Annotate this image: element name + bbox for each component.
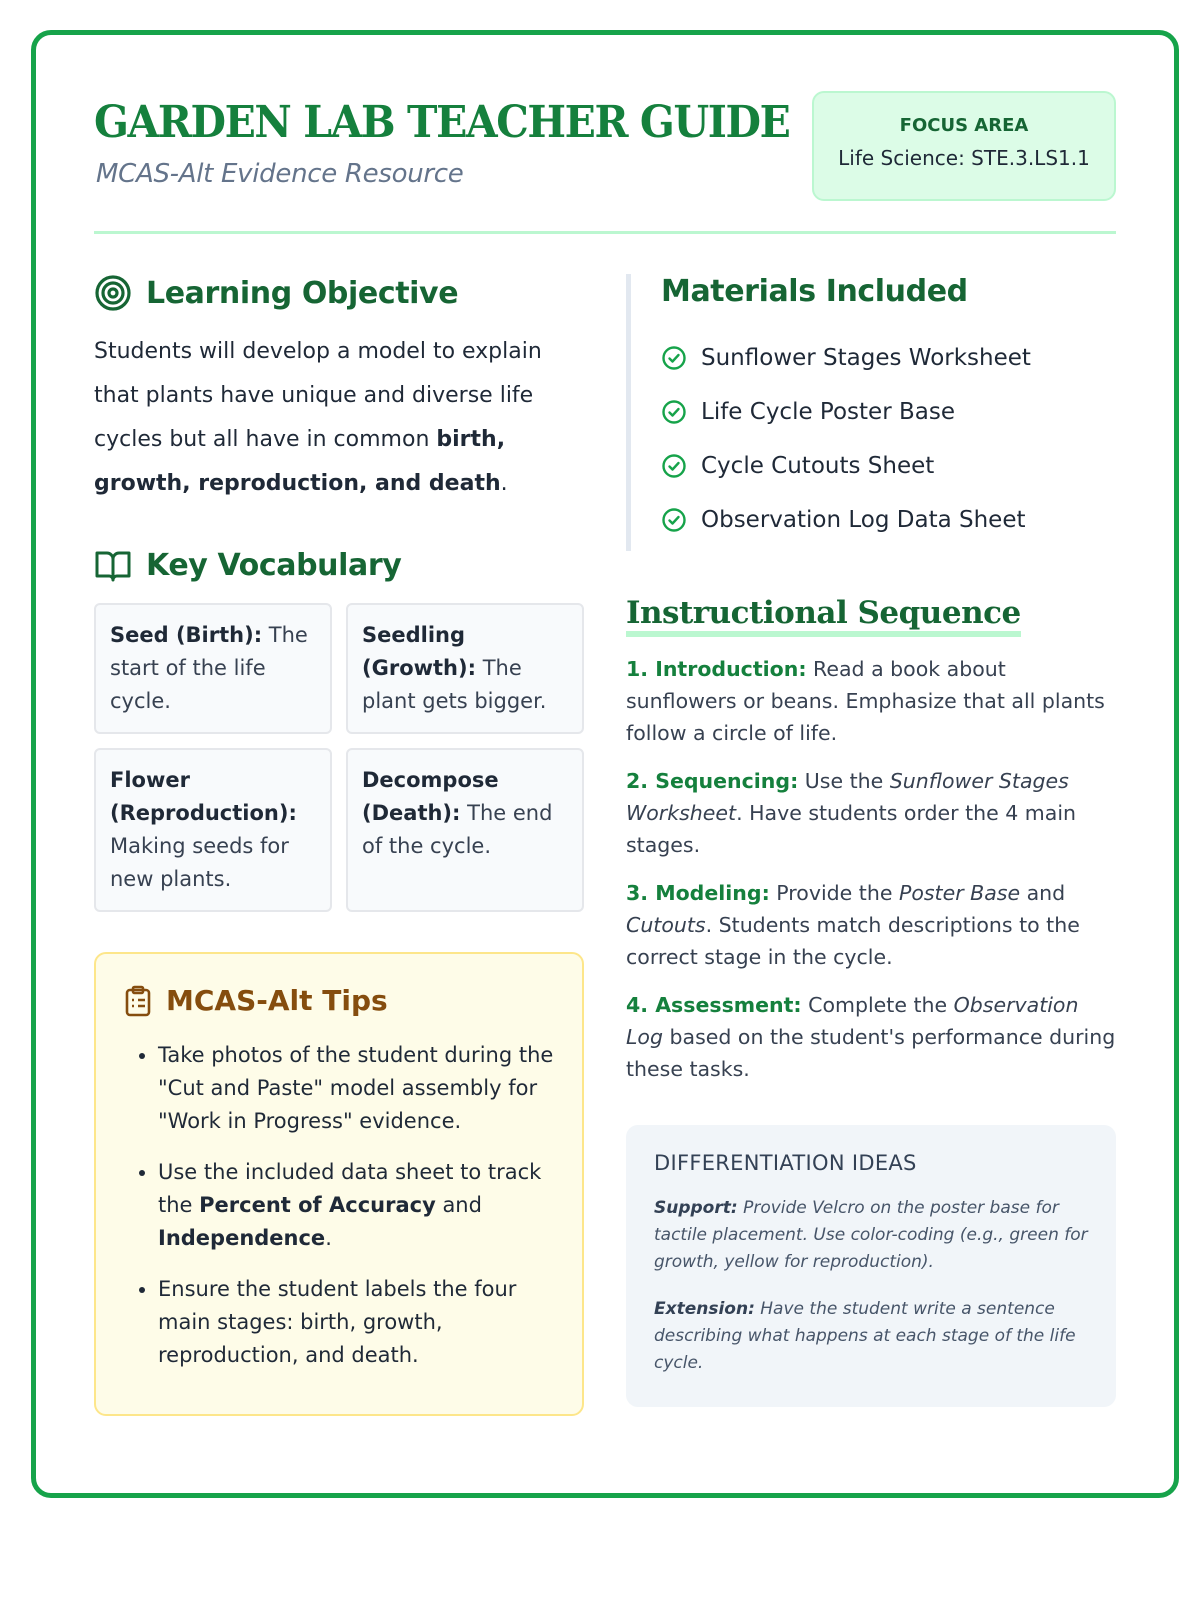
tip-text: Use the included data sheet to track the [158,1160,542,1217]
extension-body: Have the student write a sentence describing what happens at each stage of the life cycle. [654,1299,1076,1373]
sequence-step [626,989,1116,1085]
vocab-definition: The plant gets bigger. [362,656,547,713]
left-column [94,274,584,1416]
objective-text-main: Students will develop a model to explain that plants have unique and diverse life cycles but all have in common [94,339,542,452]
sequence-heading: Instructional Sequence [626,595,1021,637]
teacher-guide-card [31,30,1179,1498]
step-text: Sunflower Stages Worksheet [626,769,1069,825]
materials-heading: Materials Included [661,274,968,309]
support-label: Support: [654,1198,738,1218]
material-label: Life Cycle Poster Base [701,399,955,425]
focus-area-label: FOCUS AREA [899,115,1029,136]
objective-heading-text: Learning Objective [146,275,459,311]
focus-area-box [812,91,1116,201]
header [94,35,1116,231]
step-text: Read a book about sunflowers or beans. Emphasize that all plants follow a circle of life. [626,657,1105,745]
material-label: Cycle Cutouts Sheet [701,453,935,479]
vocab-definition: Making seeds for new plants. [110,834,289,891]
material-label: Observation Log Data Sheet [701,507,1026,533]
vocab-heading [94,548,584,583]
objective-text [94,330,584,506]
vocab-grid [94,603,584,912]
tip-bold: Independence [158,1226,326,1250]
clipboard-icon [124,985,152,1017]
vocab-card [94,603,332,734]
objective-heading [94,274,584,312]
page-title: GARDEN LAB TEACHER GUIDE [94,97,790,148]
check-circle-icon [661,507,687,533]
material-item [661,439,1116,493]
material-item [661,331,1116,385]
sequence-step [626,877,1116,973]
check-circle-icon [661,453,687,479]
sequence-step [626,765,1116,861]
focus-area-value: Life Science: STE.3.LS1.1 [838,146,1090,170]
step-text: Poster Base [898,881,1021,905]
extension-text [654,1296,1088,1377]
support-body: Provide Velcro on the poster base for tactile placement. Use color-coding (e.g., green for growth, yellow for reproduction). [654,1198,1088,1272]
vocab-card [346,603,584,734]
differentiation-heading: DIFFERENTIATION IDEAS [654,1151,917,1175]
page-subtitle: MCAS-Alt Evidence Resource [96,159,464,189]
step-text: and [1020,881,1066,905]
step-label: 4. Assessment: [626,993,802,1017]
support-text [654,1195,1088,1276]
step-label: 2. Sequencing: [626,769,799,793]
tip-text: Take photos of the student during the "Cut and Paste" model assembly for "Work in Progress" evidence. [158,1043,554,1133]
step-text: based on the student's performance during these tasks. [626,1025,1116,1081]
step-text: Cutouts [626,913,706,937]
tips-heading-text: MCAS-Alt Tips [166,984,388,1017]
vocab-definition: The end of the cycle. [362,801,553,858]
mcas-tips-box [94,952,584,1416]
extension-label: Extension: [654,1299,755,1319]
objective-text-end: . [500,471,508,496]
material-item [661,385,1116,439]
material-item [661,493,1116,547]
tip-item [158,1273,554,1372]
tip-text: . [325,1226,332,1250]
vocab-term: Decompose (Death): [362,768,499,825]
tip-text: and [435,1193,482,1217]
tip-text: Ensure the student labels the four main stages: birth, growth, reproduction, and death. [158,1277,517,1367]
material-label: Sunflower Stages Worksheet [701,345,1031,371]
tip-item [158,1039,554,1138]
check-circle-icon [661,399,687,425]
step-text: Complete the [801,993,954,1017]
step-text: Observation Log [626,993,1079,1049]
check-circle-icon [661,345,687,371]
vocab-heading-text: Key Vocabulary [146,548,402,583]
vocab-term: Seedling (Growth): [362,623,477,680]
vocab-card [94,748,332,912]
vocab-term: Flower (Reproduction): [110,768,297,825]
tip-item [158,1156,554,1255]
step-text: . Students match descriptions to the correct stage in the cycle. [626,913,1080,969]
step-text: . Have students order the 4 main stages. [626,801,1077,857]
vocab-term: Seed (Birth): [110,623,263,647]
materials-section [626,274,1116,551]
tips-heading [124,984,554,1017]
vocab-card [346,748,584,912]
sequence-step [626,653,1116,749]
target-icon [94,274,132,312]
vocab-definition: The start of the life cycle. [110,623,308,713]
objective-text-bold: birth, growth, reproduction, and death [94,427,506,496]
differentiation-box [626,1125,1116,1407]
right-column [626,274,1116,1416]
step-label: 3. Modeling: [626,881,770,905]
header-divider [94,231,1116,234]
tip-bold: Percent of Accuracy [199,1193,436,1217]
book-open-icon [94,549,132,583]
step-text: Use the [798,769,890,793]
step-label: 1. Introduction: [626,657,807,681]
step-text: Provide the [769,881,899,905]
